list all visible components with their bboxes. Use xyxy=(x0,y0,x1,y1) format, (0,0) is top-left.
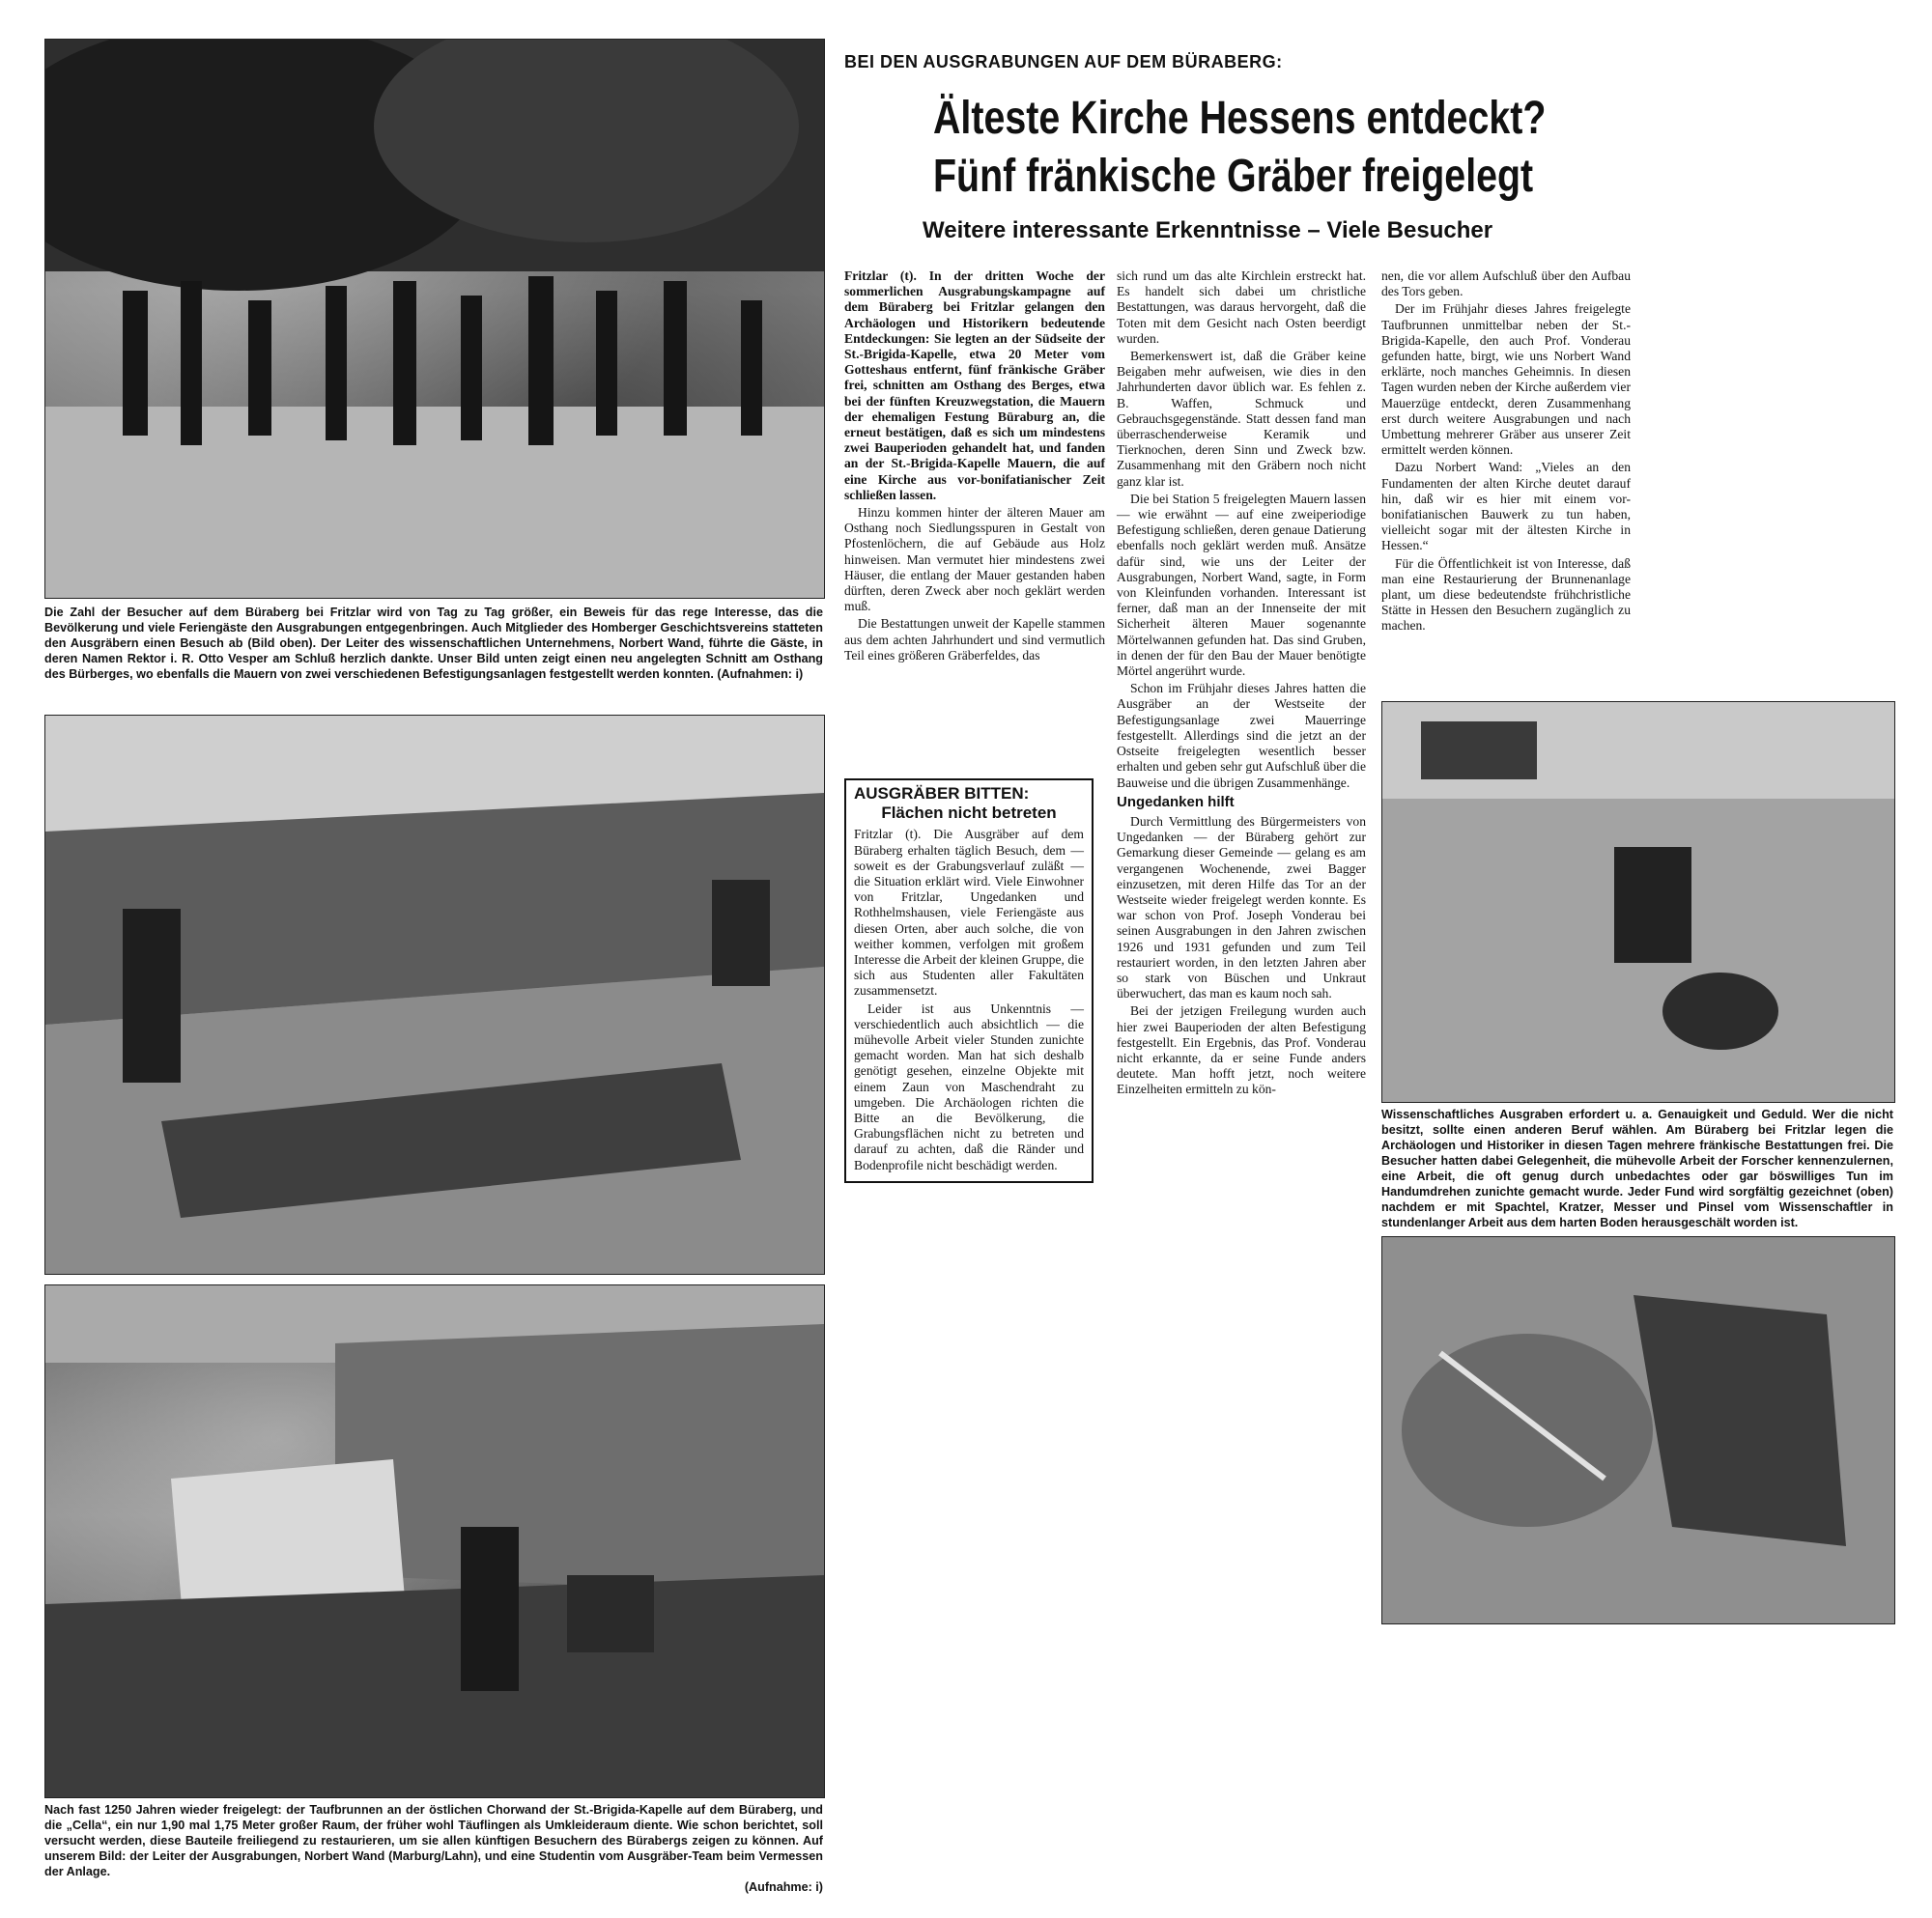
notice-box-title: Flächen nicht betreten xyxy=(881,804,1057,823)
notice-box xyxy=(844,778,1094,1183)
notice-box-paragraph: Fritzlar (t). Die Ausgräber auf dem Büraberg erhalten täglich Besuch, dem — soweit es der Grabungsverlauf zuläßt — die Situation erklärt wird. Viele Einwohner von Fritzlar, Ungedanken und Rothhelmshausen, viele Feriengäste aus diesen Orten, aber auch solche, die von weither kommen, verfolgen mit großem Interesse die Arbeit der kleinen Gruppe, die sich aus Studenten aller Fakultäten zusammensetzt. xyxy=(854,827,1084,999)
column-2-paragraph: Die bei Station 5 freigelegten Mauern lassen — wie erwähnt — auf eine zweiperiodige Befestigung schließen, deren genaue Datierung ebenfalls noch geklärt werden muß. Ansätze dafür sind, wie uns der Leiter der Ausgrabungen, Norbert Wand, sagte, in Form von Kleinfunden vorhanden. Interessant ist ferner, daß man an der Innenseite der mit Sicherheit älteren Mauer sogenannte Mörtelwannen gefunden hat. Das sind Gruben, in denen der für den Bau der Mauer benötigte Mörtel angerührt wurde. xyxy=(1117,491,1366,679)
notice-box-paragraph: Leider ist aus Unkenntnis — verschiedentlich auch absichtlich — die mühevolle Arbeit vieler Stunden zunichte gemacht worden. Man hat sich deshalb genötigt gesehen, einzelne Objekte mit einem Zaun von Maschendraht zu umgeben. Die Archäologen richten die Bitte an die Bevölkerung, die Grabungsflächen nicht zu betreten und darauf zu achten, daß die Ränder und Bodenprofile nicht beschädigt werden. xyxy=(854,1001,1084,1172)
article-kicker: BEI DEN AUSGRABUNGEN AUF DEM BÜRABERG: xyxy=(844,52,1283,71)
column-2-paragraph: Durch Vermittlung des Bürgermeisters von Ungedanken — der Büraberg gehört zur Gemarkung dieser Gemeinde — gelang es am vergangenen Wochenende, zwei Bagger einzusetzen, mit deren Hilfe das Tor an der Westseite wieder freigelegt werden konnte. Es war schon von Prof. Joseph Vonderau bei seinen Ausgrabungen in den Jahren zwischen 1926 und 1931 gefunden und zum Teil restauriert worden, in den letzten Jahren aber so stark von Büschen und Unkraut überwuchert, das man es kaum noch sah. xyxy=(1117,813,1366,1001)
column-1-lead: Fritzlar (t). In der dritten Woche der sommerlichen Ausgrabungskampagne auf dem Büraberg bei Fritzlar gelangen den Archäologen und Historikern bedeutende Entdeckungen: Sie legten an der Südseite der St.-Brigida-Kapelle, etwa 20 Meter vom Gotteshaus entfernt, fünf fränkische Gräber frei, schnitten am Osthang des Berges, etwa bei der fünften Kreuzwegstation, die Mauern der ehemaligen Festung Büraburg an, die erneut bestätigen, daß es sich um mindestens zwei Bauperioden gehandelt hat, und fanden an der St.-Brigida-Kapelle Mauern, die auf eine Kirche aus vor-bonifatianischer Zeit schließen lassen. xyxy=(844,268,1105,502)
column-3 xyxy=(1381,268,1631,636)
photo-digging-grave xyxy=(1381,1236,1895,1624)
column-1-paragraph: Hinzu kommen hinter der älteren Mauer am Osthang noch Siedlungsspuren in Gestalt von Pfostenlöchern, die auf Gebäude aus Holz hinweisen. Man vermutet hier mindestens zwei Häuser, die entlang der Mauer gestanden haben dürften, deren Zweck aber noch geklärt werden muß. xyxy=(844,505,1105,614)
caption-drawing-find: Wissenschaftliches Ausgraben erfordert u. a. Genauigkeit und Geduld. Wer die nicht besitzt, sollte einen anderen Beruf wählen. Am Büraberg bei Fritzlar legen die Archäologen und Historiker in diesen Tagen mehrere fränkische Bestattungen frei. Die Besucher hatten dabei Gelegenheit, die mühevolle Arbeit der Forscher kennenzulernen, eine Arbeit, die oft genug durch unbedachtes oder gar böswilliges Tun im Handumdrehen zunichte gemacht wurde. Jeder Fund wird sorgfältig gezeichnet (oben) nachdem er mit Spachtel, Kratzer, Messer und Pinsel vom Wissenschaftler in stundenlanger Arbeit aus dem harten Boden herausgeschält worden ist. xyxy=(1381,1108,1893,1229)
column-1-paragraph: Die Bestattungen unweit der Kapelle stammen aus dem achten Jahrhundert und sind vermutlich Teil eines größeren Gräberfeldes, das xyxy=(844,616,1105,663)
column-1 xyxy=(844,268,1105,665)
photo-excavation-trench xyxy=(44,715,825,1275)
caption-baptismal-font-text: Nach fast 1250 Jahren wieder freigelegt: der Taufbrunnen an der östlichen Chorwand der St.-Brigida-Kapelle auf dem Büraberg, und die „Cella“, ein nur 1,90 mal 1,75 Meter großer Raum, der früher wohl Täuflingen als Umkleideraum diente. Wie schon berichtet, soll versucht werden, diese Bauteile freiliegend zu restaurieren, um sie allen künftigen Besuchern des Bürabergs zeigen zu können. Auf unserem Bild: der Leiter der Ausgrabungen, Norbert Wand (Marburg/Lahn), und eine Studentin vom Ausgräber-Team beim Vermessen der Anlage. xyxy=(44,1803,823,1878)
photo-baptismal-font xyxy=(44,1284,825,1798)
column-2-paragraph: sich rund um das alte Kirchlein erstreckt hat. Es handelt sich dabei um christliche Bestattungen, was daraus hervorgeht, daß die Toten mit dem Gesicht nach Osten beerdigt wurden. xyxy=(1117,268,1366,346)
headline-line-2: Fünf fränkische Gräber freigelegt xyxy=(933,151,1534,202)
caption-baptismal-font xyxy=(44,1802,823,1895)
column-3-paragraph: Für die Öffentlichkeit ist von Interesse, daß man eine Restaurierung der Brunnenanlage plant, um diese bedeutendste frühchristliche Stätte in Hessen den Besuchern zugänglich zu machen. xyxy=(1381,555,1631,634)
column-2-paragraph: Bei der jetzigen Freilegung wurden auch hier zwei Bauperioden der alten Befestigung festgestellt. Ein Ergebnis, das Prof. Vonderau nicht erkannte, da er seine Funde anders deutete. Man hofft jetzt, noch weitere Einzelheiten ermitteln zu kön- xyxy=(1117,1003,1366,1097)
headline-line-1: Älteste Kirche Hessens entdeckt? xyxy=(933,93,1547,144)
column-3-paragraph: Dazu Norbert Wand: „Vieles an den Fundamenten der alten Kirche deutet darauf hin, daß wir es hier mit einem vor-bonifatianischen Bauwerk zu tun haben, vielleicht sogar mit der ältesten Kirche in Hessen.“ xyxy=(1381,460,1631,553)
column-2-paragraph: Bemerkenswert ist, daß die Gräber keine Beigaben mehr aufweisen, wie dies in den Jahrhunderten davor üblich war. Es fehlen z. B. Waffen, Schmuck und Gebrauchsgegenstände. Statt dessen fand man überraschenderweise Keramik und Tierknochen, deren Sinn und Zweck bzw. Zusammenhang mit den Gräbern noch nicht ganz klar ist. xyxy=(1117,349,1366,489)
column-2-paragraph: Schon im Frühjahr dieses Jahres hatten die Ausgräber an der Westseite der Befestigungsanlage zwei Mauerringe festgestellt. Allerdings sind die jetzt an der Ostseite freigelegten wesentlich besser erhalten und geben sehr gut Aufschluß über die Bauweise und die übrigen Zusammenhänge. xyxy=(1117,681,1366,790)
photo-visitors xyxy=(44,39,825,599)
column-3-paragraph: nen, die vor allem Aufschluß über den Aufbau des Tors geben. xyxy=(1381,268,1631,299)
caption-visitors: Die Zahl der Besucher auf dem Büraberg bei Fritzlar wird von Tag zu Tag größer, ein Beweis für das rege Interesse, das die Bevölkerung und viele Feriengäste den Ausgrabungen entgegenbringen. Auch Mitglieder des Homberger Geschichtsvereins statteten den Ausgräbern einen Besuch ab (Bild oben). Der Leiter des wissenschaftlichen Unternehmens, Norbert Wand, führte die Gäste, in deren Namen Rektor i. R. Otto Vesper am Schluß herzlich dankte. Unser Bild unten zeigt einen neu angelegten Schnitt am Osthang des Bürberges, wo ebenfalls die Mauern von zwei verschiedenen Befestigungsanlagen festgestellt werden konnten. (Aufnahmen: i) xyxy=(44,606,823,681)
column-2 xyxy=(1117,268,1366,1100)
column-3-paragraph: Der im Frühjahr dieses Jahres freigelegte Taufbrunnen unmittelbar neben der St.-Brigida-Kapelle, den auch Prof. Vonderau gefunden hatte, birgt, wie uns Norbert Wand erklärte, noch manches Geheimnis. In diesen Tagen wurden neben der Kirche außerdem vier Mauerzüge entdeckt, deren Zusammenhang erst durch weitere Ausgrabungen und nach Umbettung mehrerer Gräber aus unserer Zeit ermittelt werden können. xyxy=(1381,301,1631,458)
photo-drawing-find xyxy=(1381,701,1895,1103)
column-2-subhead: Ungedanken hilft xyxy=(1117,793,1235,810)
photo-credit: (Aufnahme: i) xyxy=(744,1880,823,1894)
article-deck: Weitere interessante Erkenntnisse – Viele Besucher xyxy=(923,217,1493,243)
notice-box-kicker: AUSGRÄBER BITTEN: xyxy=(854,784,1030,803)
